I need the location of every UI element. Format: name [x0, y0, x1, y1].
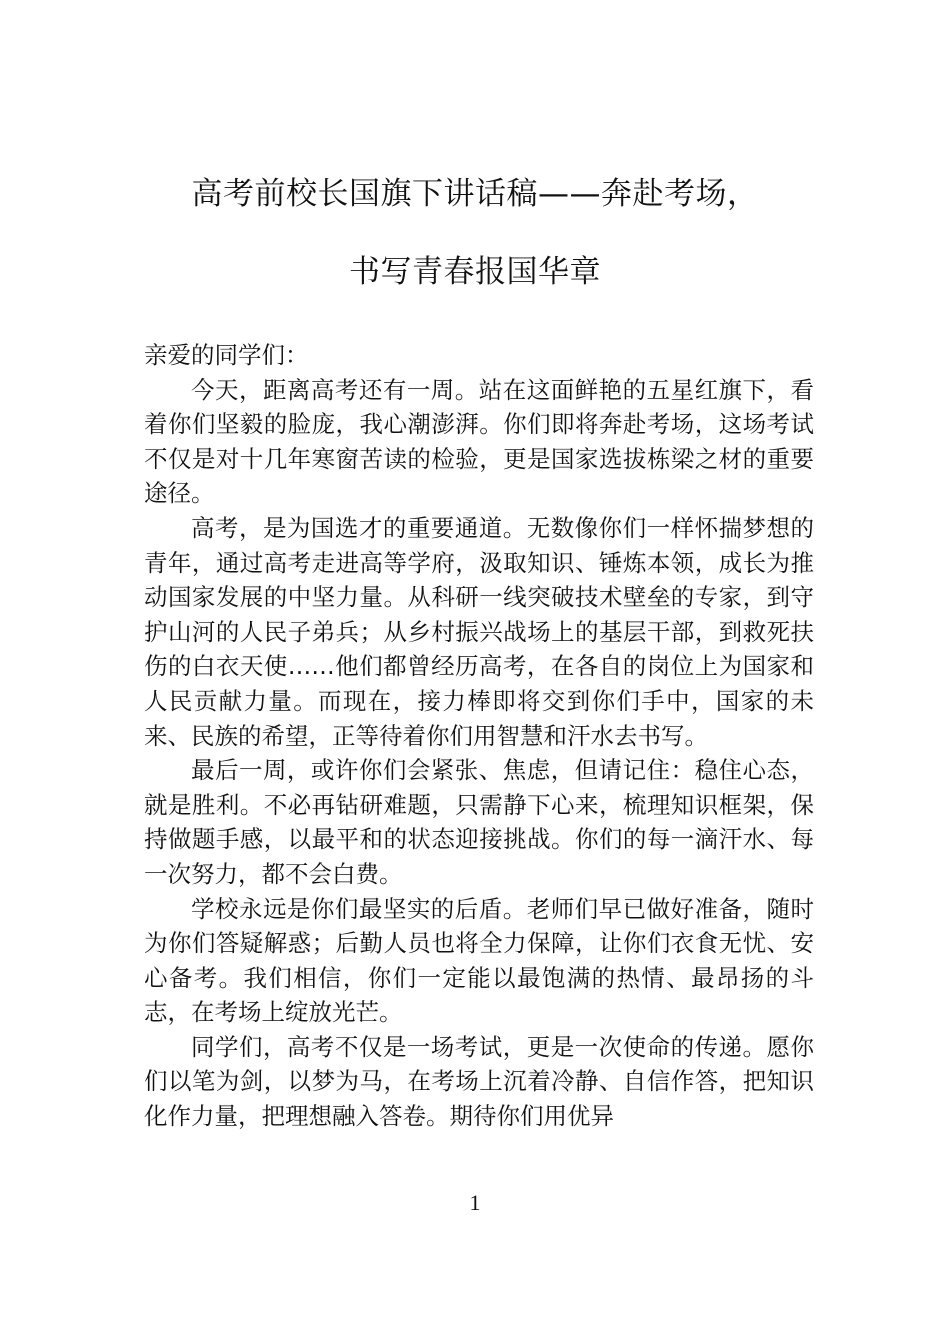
salutation: 亲爱的同学们： — [144, 341, 309, 369]
document-title — [120, 172, 830, 294]
title-line-2: 书写青春报国华章 — [349, 254, 601, 290]
title-line-1: 高考前校长国旗下讲话稿——奔赴考场， — [191, 176, 759, 212]
page-number: 1 — [469, 1190, 481, 1215]
paragraph-3: 最后一周，或许你们会紧张、焦虑，但请记住：稳住心态，就是胜利。不必再钻研难题，只需静下心来，梳理知识框架，保持做题手感，以最平和的状态迎接挑战。你们的每一滴汗水、每一次努力，都不会白费。 — [144, 756, 814, 888]
document-body — [144, 338, 814, 1134]
paragraph-1: 今天，距离高考还有一周。站在这面鲜艳的五星红旗下，看着你们坚毅的脸庞，我心潮澎湃。你们即将奔赴考场，这场考试不仅是对十几年寒窗苦读的检验，更是国家选拔栋梁之材的重要途径。 — [144, 375, 814, 508]
paragraph-5: 同学们，高考不仅是一场考试，更是一次使命的传递。愿你们以笔为剑，以梦为马，在考场上沉着冷静、自信作答，把知识化作力量，把理想融入答卷。期待你们用优异 — [144, 1032, 814, 1131]
paragraph-2: 高考，是为国选才的重要通道。无数像你们一样怀揣梦想的青年，通过高考走进高等学府，汲取知识、锤炼本领，成长为推动国家发展的中坚力量。从科研一线突破技术壁垒的专家，到守护山河的人民子弟兵；从乡村振兴战场上的基层干部，到救死扶伤的白衣天使……他们都曾经历高考，在各自的岗位上为国家和人民贡献力量。而现在，接力棒即将交到你们手中，国家的未来、民族的希望，正等待着你们用智慧和汗水去书写。 — [144, 513, 814, 750]
paragraph-4: 学校永远是你们最坚实的后盾。老师们早已做好准备，随时为你们答疑解惑；后勤人员也将全力保障，让你们衣食无忧、安心备考。我们相信，你们一定能以最饱满的热情、最昂扬的斗志，在考场上绽放光芒。 — [144, 894, 814, 1027]
